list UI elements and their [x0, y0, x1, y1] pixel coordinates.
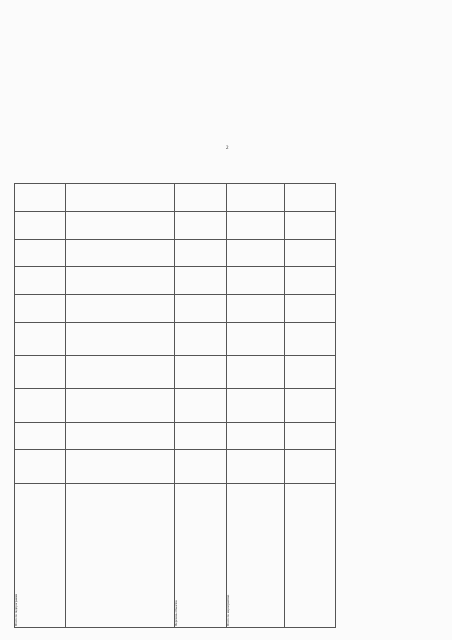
table-cell: [175, 389, 226, 422]
table-cell: [284, 356, 335, 389]
table-cell: [284, 322, 335, 355]
table-cell: [66, 211, 175, 239]
table-cell: [284, 239, 335, 267]
table-cell: [175, 356, 226, 389]
table-cell: [15, 356, 66, 389]
table-cell: [15, 295, 66, 323]
table-cell: [66, 389, 175, 422]
table-cell: [15, 211, 66, 239]
table-cell: [226, 211, 284, 239]
row-label: [66, 483, 175, 627]
row-label: [284, 483, 335, 627]
table-row: [66, 184, 175, 628]
table-cell: [226, 239, 284, 267]
table-cell: [175, 295, 226, 323]
table-cell: [226, 267, 284, 295]
table-cell: [175, 450, 226, 483]
table-cell: [226, 322, 284, 355]
table-cell: [175, 267, 226, 295]
table-row: [226, 184, 284, 628]
table-cell: [15, 322, 66, 355]
table-cell: [15, 450, 66, 483]
table-cell: [66, 295, 175, 323]
table-cell: [226, 389, 284, 422]
table-cell: [66, 267, 175, 295]
table-row: [284, 184, 335, 628]
table-row: [175, 184, 226, 628]
table-cell: [284, 422, 335, 450]
table-cell: [226, 450, 284, 483]
row-label: Всего по мероприятию: [226, 483, 284, 627]
table-cell: [175, 184, 226, 212]
table-cell: [15, 422, 66, 450]
table-cell: [15, 267, 66, 295]
table-cell: [15, 239, 66, 267]
rotated-content: [14, 183, 336, 628]
table-cell: [284, 295, 335, 323]
budget-table: [14, 183, 336, 628]
page-number: 2: [226, 146, 229, 151]
table-cell: [66, 450, 175, 483]
table-cell: [15, 389, 66, 422]
table-cell: [226, 356, 284, 389]
row-label: Всего по подпрограмме: [15, 483, 66, 627]
table-row: [15, 184, 66, 628]
table-cell: [284, 211, 335, 239]
table-cell: [226, 422, 284, 450]
table-cell: [175, 322, 226, 355]
table-cell: [175, 239, 226, 267]
table-cell: [284, 450, 335, 483]
table-cell: [226, 295, 284, 323]
table-cell: [66, 184, 175, 212]
table-cell: [66, 422, 175, 450]
table-cell: [66, 322, 175, 355]
table-cell: [284, 267, 335, 295]
table-cell: [15, 184, 66, 212]
table-cell: [66, 356, 175, 389]
table-cell: [226, 184, 284, 212]
table-cell: [284, 184, 335, 212]
table-cell: [284, 389, 335, 422]
table-cell: [175, 211, 226, 239]
table-cell: [66, 239, 175, 267]
table-cell: [175, 422, 226, 450]
row-label: Перечень объектов: [175, 483, 226, 627]
